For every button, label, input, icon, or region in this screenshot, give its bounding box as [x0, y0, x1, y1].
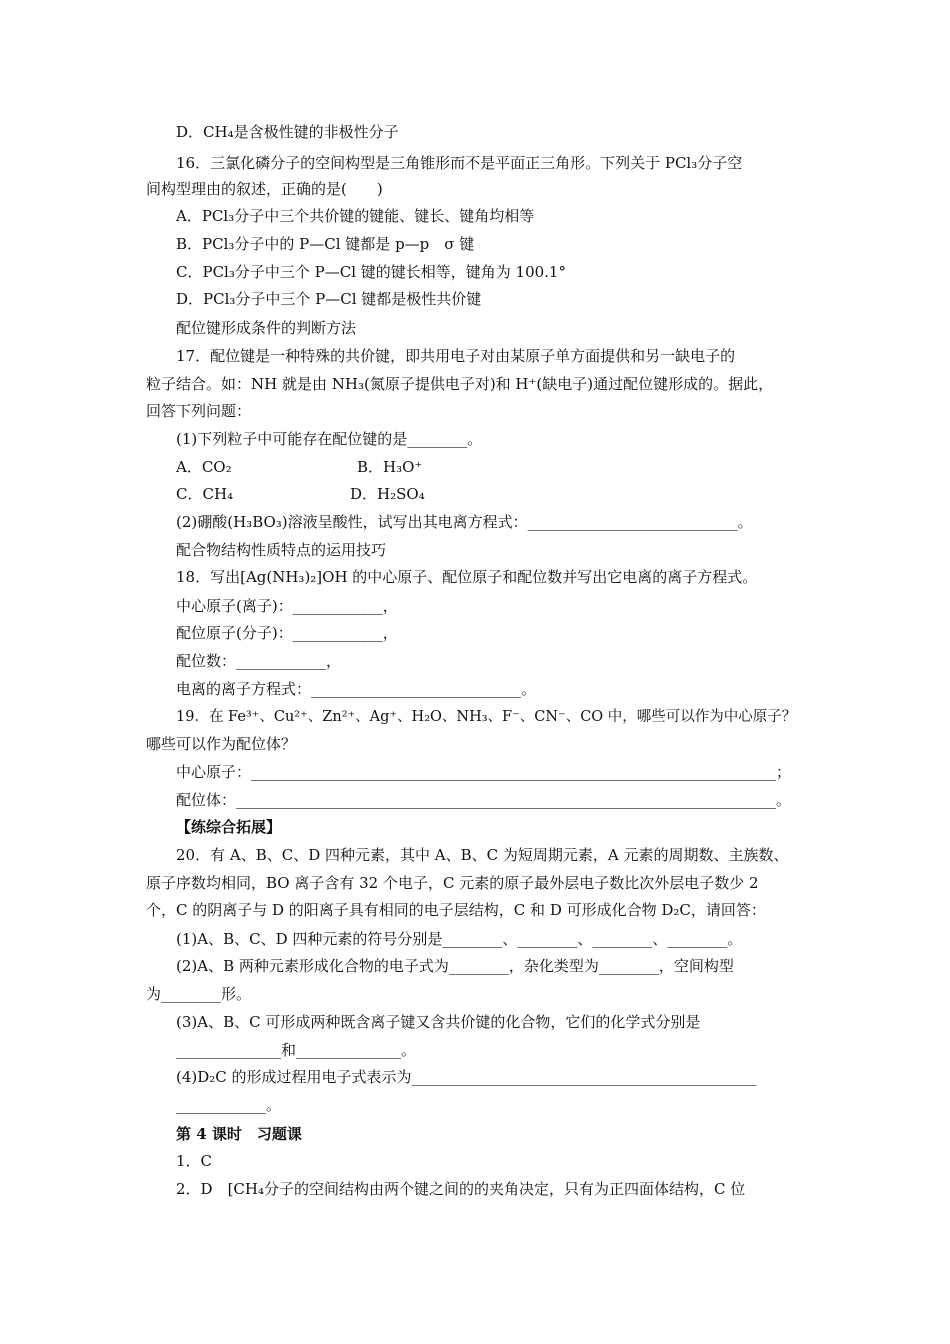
- text-line: 为________形。: [146, 985, 252, 1003]
- text-line: 17．配位键是一种特殊的共价键，即共用电子对由某原子单方面提供和另一缺电子的: [176, 347, 736, 365]
- option-d: D．H₂SO₄: [350, 485, 425, 503]
- text-line: (3)A、B、C 可形成两种既含离子键又含共价键的化合物，它们的化学式分别是: [176, 1013, 701, 1031]
- text-line: 20．有 A、B、C、D 四种元素，其中 A、B、C 为短周期元素，A 元素的周期数、主族数、: [176, 846, 789, 864]
- text-line: D．PCl₃分子中三个 P—Cl 键都是极性共价键: [176, 290, 482, 308]
- text-line: B．PCl₃分子中的 P—Cl 键都是 p—p σ 键: [176, 235, 475, 253]
- section-heading: 【练综合拓展】: [176, 818, 282, 836]
- text-line: 中心原子(离子)：____________，: [176, 597, 398, 615]
- option-c: C．CH₄: [176, 485, 234, 503]
- text-line: 个，C 的阴离子与 D 的阳离子具有相同的电子层结构，C 和 D 可形成化合物 D₂C，请回答：: [146, 901, 766, 919]
- section-heading: 第 4 课时 习题课: [176, 1125, 302, 1143]
- text-line: (2)A、B 两种元素形成化合物的电子式为________，杂化类型为________，空间构型: [176, 957, 734, 975]
- text-line: 原子序数均相同，BO 离子含有 32 个电子，C 元素的原子最外层电子数比次外层电子数少 2: [146, 874, 759, 892]
- answer-line: 1．C: [176, 1152, 213, 1170]
- text-line: 配位原子(分子)：____________，: [176, 624, 398, 642]
- text-line: ____________。: [176, 1096, 282, 1114]
- text-line: 回答下列问题：: [146, 402, 252, 420]
- text-line: 19．在 Fe³⁺、Cu²⁺、Zn²⁺、Ag⁺、H₂O、NH₃、F⁻、CN⁻、CO 中，哪些可以作为中心原子？: [176, 709, 797, 725]
- text-line: 配位数：____________，: [176, 652, 342, 670]
- text-line: 间构型理由的叙述，正确的是( ): [146, 180, 383, 198]
- text-line: 粒子结合。如：NH 就是由 NH₃(氮原子提供电子对)和 H⁺(缺电子)通过配位键形成的。据此，: [146, 375, 774, 393]
- text-line: A．PCl₃分子中三个共价键的键能、键长、键角均相等: [176, 207, 535, 225]
- section-heading: 配合物结构性质特点的运用技巧: [176, 541, 387, 559]
- option-a: A．CO₂: [176, 458, 232, 476]
- text-line: (1)A、B、C、D 四种元素的符号分别是________、________、________、________。: [176, 930, 743, 948]
- answer-line: 2．D [CH₄分子的空间结构由两个键之间的的夹角决定，只有为正四面体结构，C 位: [176, 1180, 746, 1198]
- text-line: 18．写出[Ag(NH₃)₂]OH 的中心原子、配位原子和配位数并写出它电离的离子方程式。: [176, 568, 758, 586]
- text-line: D．CH₄是含极性键的非极性分子: [176, 123, 399, 141]
- text-line: C．PCl₃分子中三个 P—Cl 键的键长相等，键角为 100.1°: [176, 263, 566, 281]
- text-line: 16．三氯化磷分子的空间构型是三角锥形而不是平面正三角形。下列关于 PCl₃分子空: [176, 154, 743, 172]
- text-line: ______________和______________。: [176, 1041, 417, 1059]
- text-line: 配位体：________________________________________________________________________。: [176, 791, 792, 809]
- text-line: 哪些可以作为配位体？: [146, 735, 297, 753]
- text-line: 电离的离子方程式：____________________________。: [176, 680, 537, 698]
- text-line: 中心原子：______________________________________________________________________；: [176, 763, 792, 781]
- text-line: (2)硼酸(H₃BO₃)溶液呈酸性，试写出其电离方程式：____________________________。: [176, 513, 753, 531]
- section-heading: 配位键形成条件的判断方法: [176, 319, 357, 337]
- text-line: (1)下列粒子中可能存在配位键的是________。: [176, 430, 483, 448]
- text-line: (4)D₂C 的形成过程用电子式表示为______________________________________________: [176, 1068, 757, 1086]
- option-b: B．H₃O⁺: [357, 458, 423, 476]
